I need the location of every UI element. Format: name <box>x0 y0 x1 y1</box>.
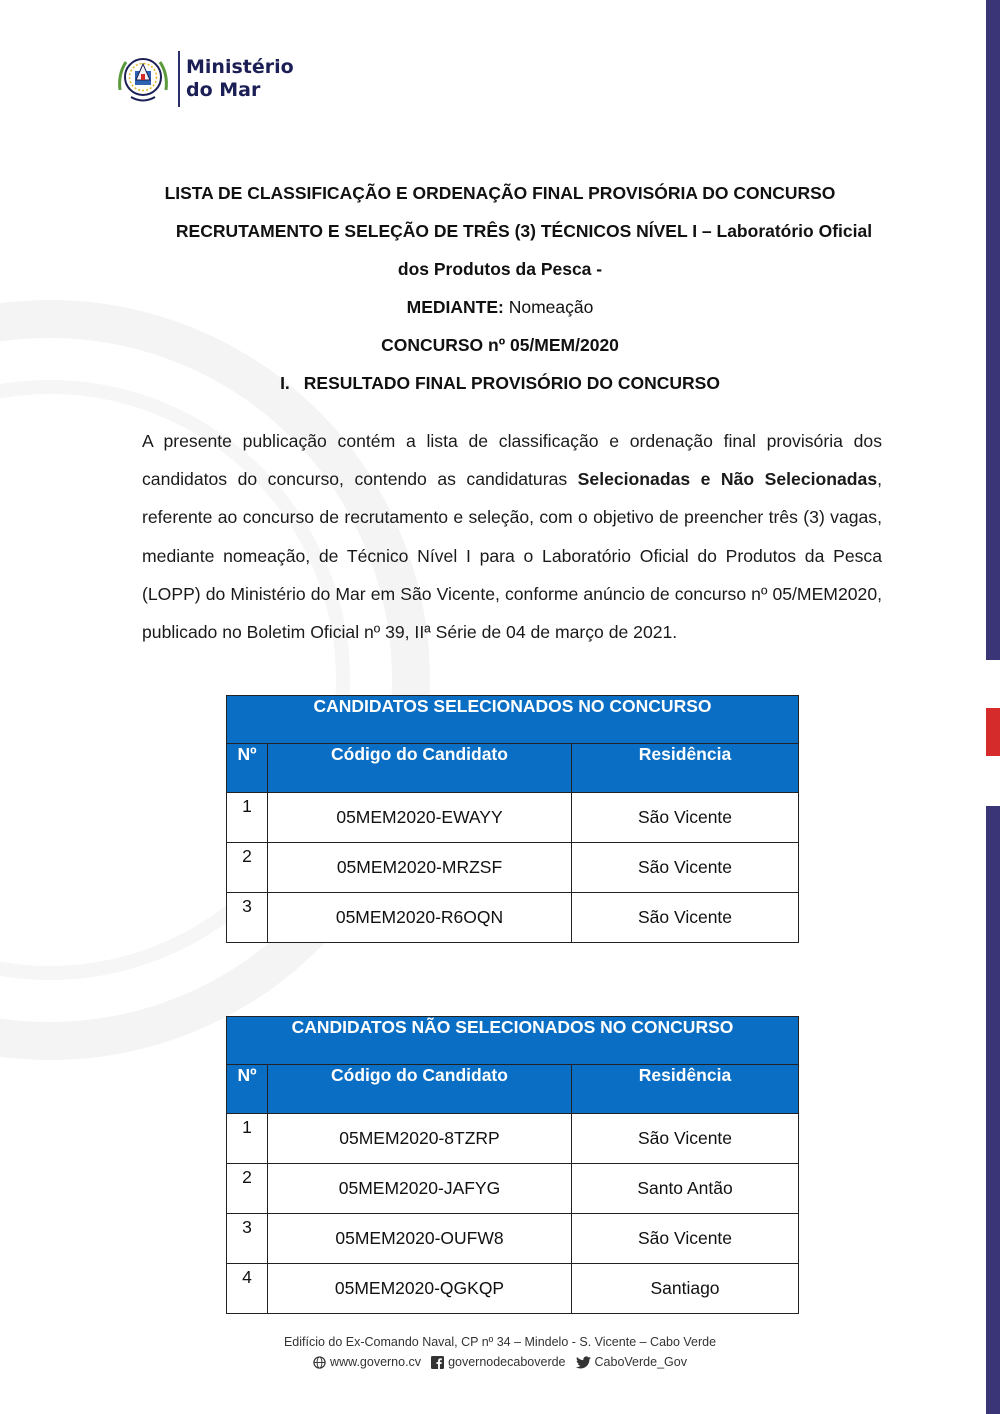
title-line-2: RECRUTAMENTO E SELEÇÃO DE TRÊS (3) TÉCNICOS NÍVEL I – Laboratório Oficial <box>175 221 873 241</box>
logo-divider <box>178 51 180 107</box>
cell-number: 1 <box>227 793 268 843</box>
table-row <box>227 1264 799 1314</box>
ministry-name-line2: do Mar <box>186 79 261 101</box>
table-header-row <box>227 744 799 793</box>
cell-code: 05MEM2020-MRZSF <box>268 843 572 893</box>
column-header-residence: Residência <box>572 1065 799 1114</box>
table-row <box>227 1164 799 1214</box>
column-header-number: Nº <box>227 1065 268 1114</box>
mediante-label: MEDIANTE: <box>406 297 504 317</box>
footer-facebook[interactable] <box>431 1355 565 1369</box>
table-row <box>227 843 799 893</box>
column-header-number: Nº <box>227 744 268 793</box>
not-selected-table-title: CANDIDATOS NÃO SELECIONADOS NO CONCURSO <box>227 1017 799 1065</box>
facebook-link[interactable]: governodecaboverde <box>448 1355 566 1369</box>
website-link[interactable]: www.governo.cv <box>330 1355 422 1369</box>
table-row <box>227 1114 799 1164</box>
facebook-icon <box>431 1356 444 1369</box>
footer-twitter[interactable] <box>576 1355 687 1369</box>
cell-residence: São Vicente <box>572 1114 799 1164</box>
concurso-number: CONCURSO nº 05/MEM/2020 <box>381 335 619 355</box>
cell-code: 05MEM2020-JAFYG <box>268 1164 572 1214</box>
mediante-line <box>0 297 1000 318</box>
title-line-1: LISTA DE CLASSIFICAÇÃO E ORDENAÇÃO FINAL PROVISÓRIA DO CONCURSO <box>164 183 836 203</box>
mediante-value: Nomeação <box>508 297 594 317</box>
cell-residence: Santiago <box>572 1264 799 1314</box>
cell-code: 05MEM2020-R6OQN <box>268 893 572 943</box>
globe-icon <box>313 1356 326 1369</box>
not-selected-candidates-table <box>226 1016 799 1314</box>
cell-code: 05MEM2020-EWAYY <box>268 793 572 843</box>
footer-address: Edifício do Ex-Comando Naval, CP nº 34 – Mindelo - S. Vicente – Cabo Verde <box>283 1335 717 1349</box>
cell-code: 05MEM2020-QGKQP <box>268 1264 572 1314</box>
cell-code: 05MEM2020-OUFW8 <box>268 1214 572 1264</box>
column-header-code: Código do Candidato <box>268 744 572 793</box>
side-band-red <box>986 708 1000 756</box>
section-heading <box>0 373 1000 394</box>
intro-paragraph <box>142 422 882 651</box>
cell-number: 4 <box>227 1264 268 1314</box>
table-title-row <box>227 1017 799 1065</box>
intro-text-bold: Selecionadas e Não Selecionadas <box>577 469 878 490</box>
cell-number: 3 <box>227 1214 268 1264</box>
twitter-bird-icon <box>576 1356 591 1369</box>
footer-website[interactable] <box>313 1355 421 1369</box>
cell-residence: São Vicente <box>572 893 799 943</box>
section-number: I. <box>280 373 290 393</box>
cell-residence: São Vicente <box>572 843 799 893</box>
table-row <box>227 793 799 843</box>
cell-number: 3 <box>227 893 268 943</box>
cell-residence: São Vicente <box>572 793 799 843</box>
ministry-name <box>186 56 294 102</box>
cell-number: 2 <box>227 843 268 893</box>
table-title-row <box>227 696 799 744</box>
twitter-link[interactable]: CaboVerde_Gov <box>594 1355 687 1369</box>
table-row <box>227 893 799 943</box>
table-header-row <box>227 1065 799 1114</box>
cell-residence: São Vicente <box>572 1214 799 1264</box>
table-row <box>227 1214 799 1264</box>
column-header-residence: Residência <box>572 744 799 793</box>
cell-code: 05MEM2020-8TZRP <box>268 1114 572 1164</box>
section-title: RESULTADO FINAL PROVISÓRIO DO CONCURSO <box>303 373 720 393</box>
cell-number: 1 <box>227 1114 268 1164</box>
selected-table-title: CANDIDATOS SELECIONADOS NO CONCURSO <box>227 696 799 744</box>
intro-text-part2: , referente ao concurso de recrutamento e seleção, com o objetivo de preencher três (3) vagas, mediante nomeação, de Técnico Nível I para o Laboratório Oficial do Produtos da Pesca (LOPP) do Ministério do Mar em São Vicente, conforme anúncio de concurso nº 05/MEM2020, publicado no Boletim Oficial nº 39, IIª Série de 04 de março de 2021. <box>142 469 883 643</box>
cell-number: 2 <box>227 1164 268 1214</box>
coat-of-arms-icon <box>114 50 172 108</box>
intro-text-part1: A presente publicação contém a lista de classificação e ordenação final provisória dos candidatos do concurso, contendo as candidaturas <box>142 431 882 490</box>
column-header-code: Código do Candidato <box>268 1065 572 1114</box>
side-band-blue-top <box>986 0 1000 660</box>
selected-candidates-table <box>226 695 799 943</box>
ministry-name-line1: Ministério <box>186 56 294 78</box>
ministry-logo <box>114 48 294 110</box>
cell-residence: Santo Antão <box>572 1164 799 1214</box>
footer-links <box>0 1355 1000 1369</box>
title-line-3: dos Produtos da Pesca - <box>397 259 603 279</box>
side-band-blue-bottom <box>986 806 1000 1414</box>
